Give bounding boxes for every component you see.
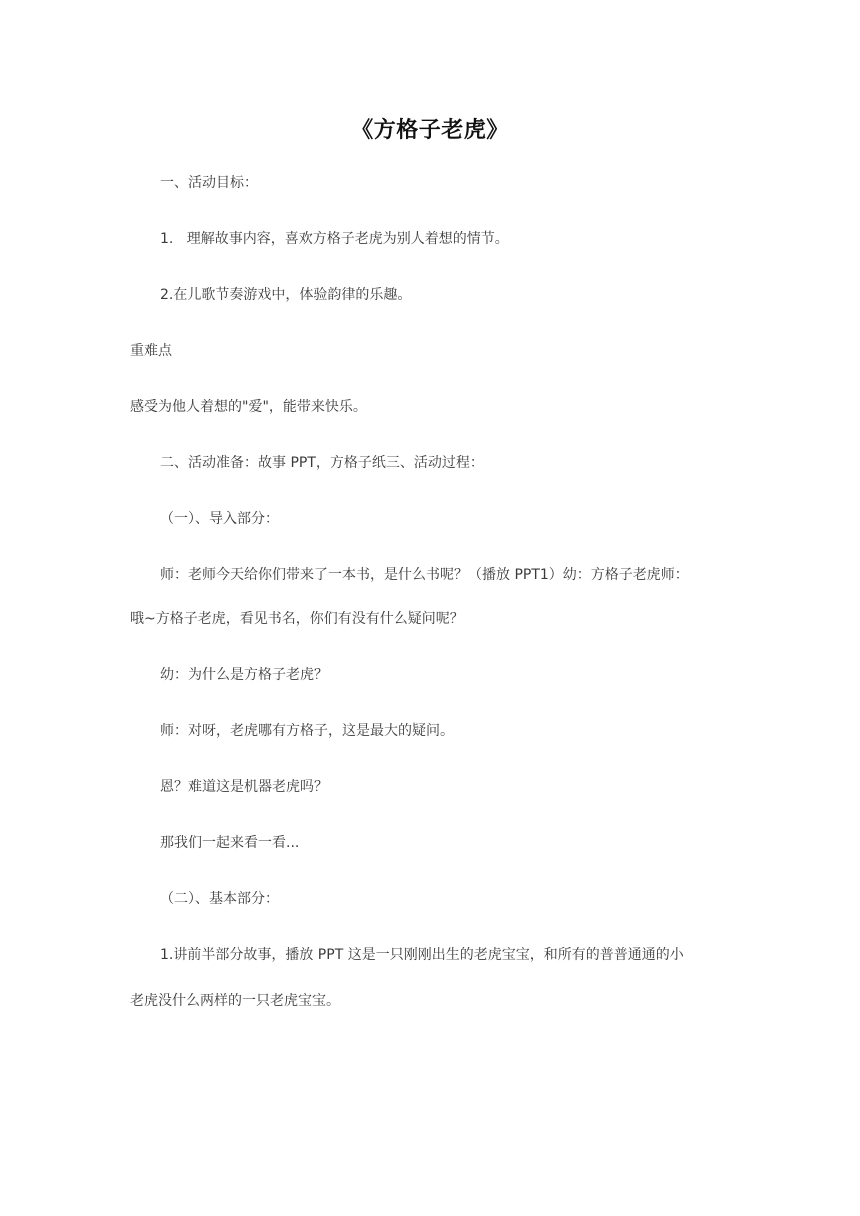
paragraph-line: 师：对呀，老虎哪有方格子，这是最大的疑问。: [160, 723, 454, 739]
paragraph-line: 哦~方格子老虎，看见书名，你们有没有什么疑问呢？: [130, 611, 464, 627]
section-heading-preparation: 二、活动准备：故事 PPT，方格子纸三、活动过程：: [160, 455, 484, 471]
paragraph-line: 幼：为什么是方格子老虎？: [160, 667, 328, 683]
goal-item-1: 1. 理解故事内容，喜欢方格子老虎为别人着想的情节。: [160, 231, 509, 247]
paragraph-line: 1.讲前半部分故事，播放 PPT 这是一只刚刚出生的老虎宝宝，和所有的普普通通的小: [160, 947, 684, 963]
paragraph-line: 师：老师今天给你们带来了一本书，是什么书呢？（播放 PPT1）幼：方格子老虎师：: [160, 567, 689, 583]
key-points-text: 感受为他人着想的"爱"，能带来快乐。: [130, 399, 367, 415]
document-title: 《方格子老虎》: [351, 118, 509, 143]
key-points-heading: 重难点: [130, 343, 172, 359]
paragraph-line: 恩？难道这是机器老虎吗？: [160, 779, 328, 795]
paragraph-line: 那我们一起来看一看...: [160, 835, 300, 851]
paragraph-line: 老虎没什么两样的一只老虎宝宝。: [130, 993, 340, 1009]
subsection-heading-intro: （一）、导入部分：: [160, 511, 279, 527]
subsection-heading-main: （二）、基本部分：: [160, 891, 279, 907]
goal-item-2: 2.在儿歌节奏游戏中，体验韵律的乐趣。: [160, 287, 412, 303]
section-heading-goals: 一、活动目标：: [160, 175, 258, 191]
